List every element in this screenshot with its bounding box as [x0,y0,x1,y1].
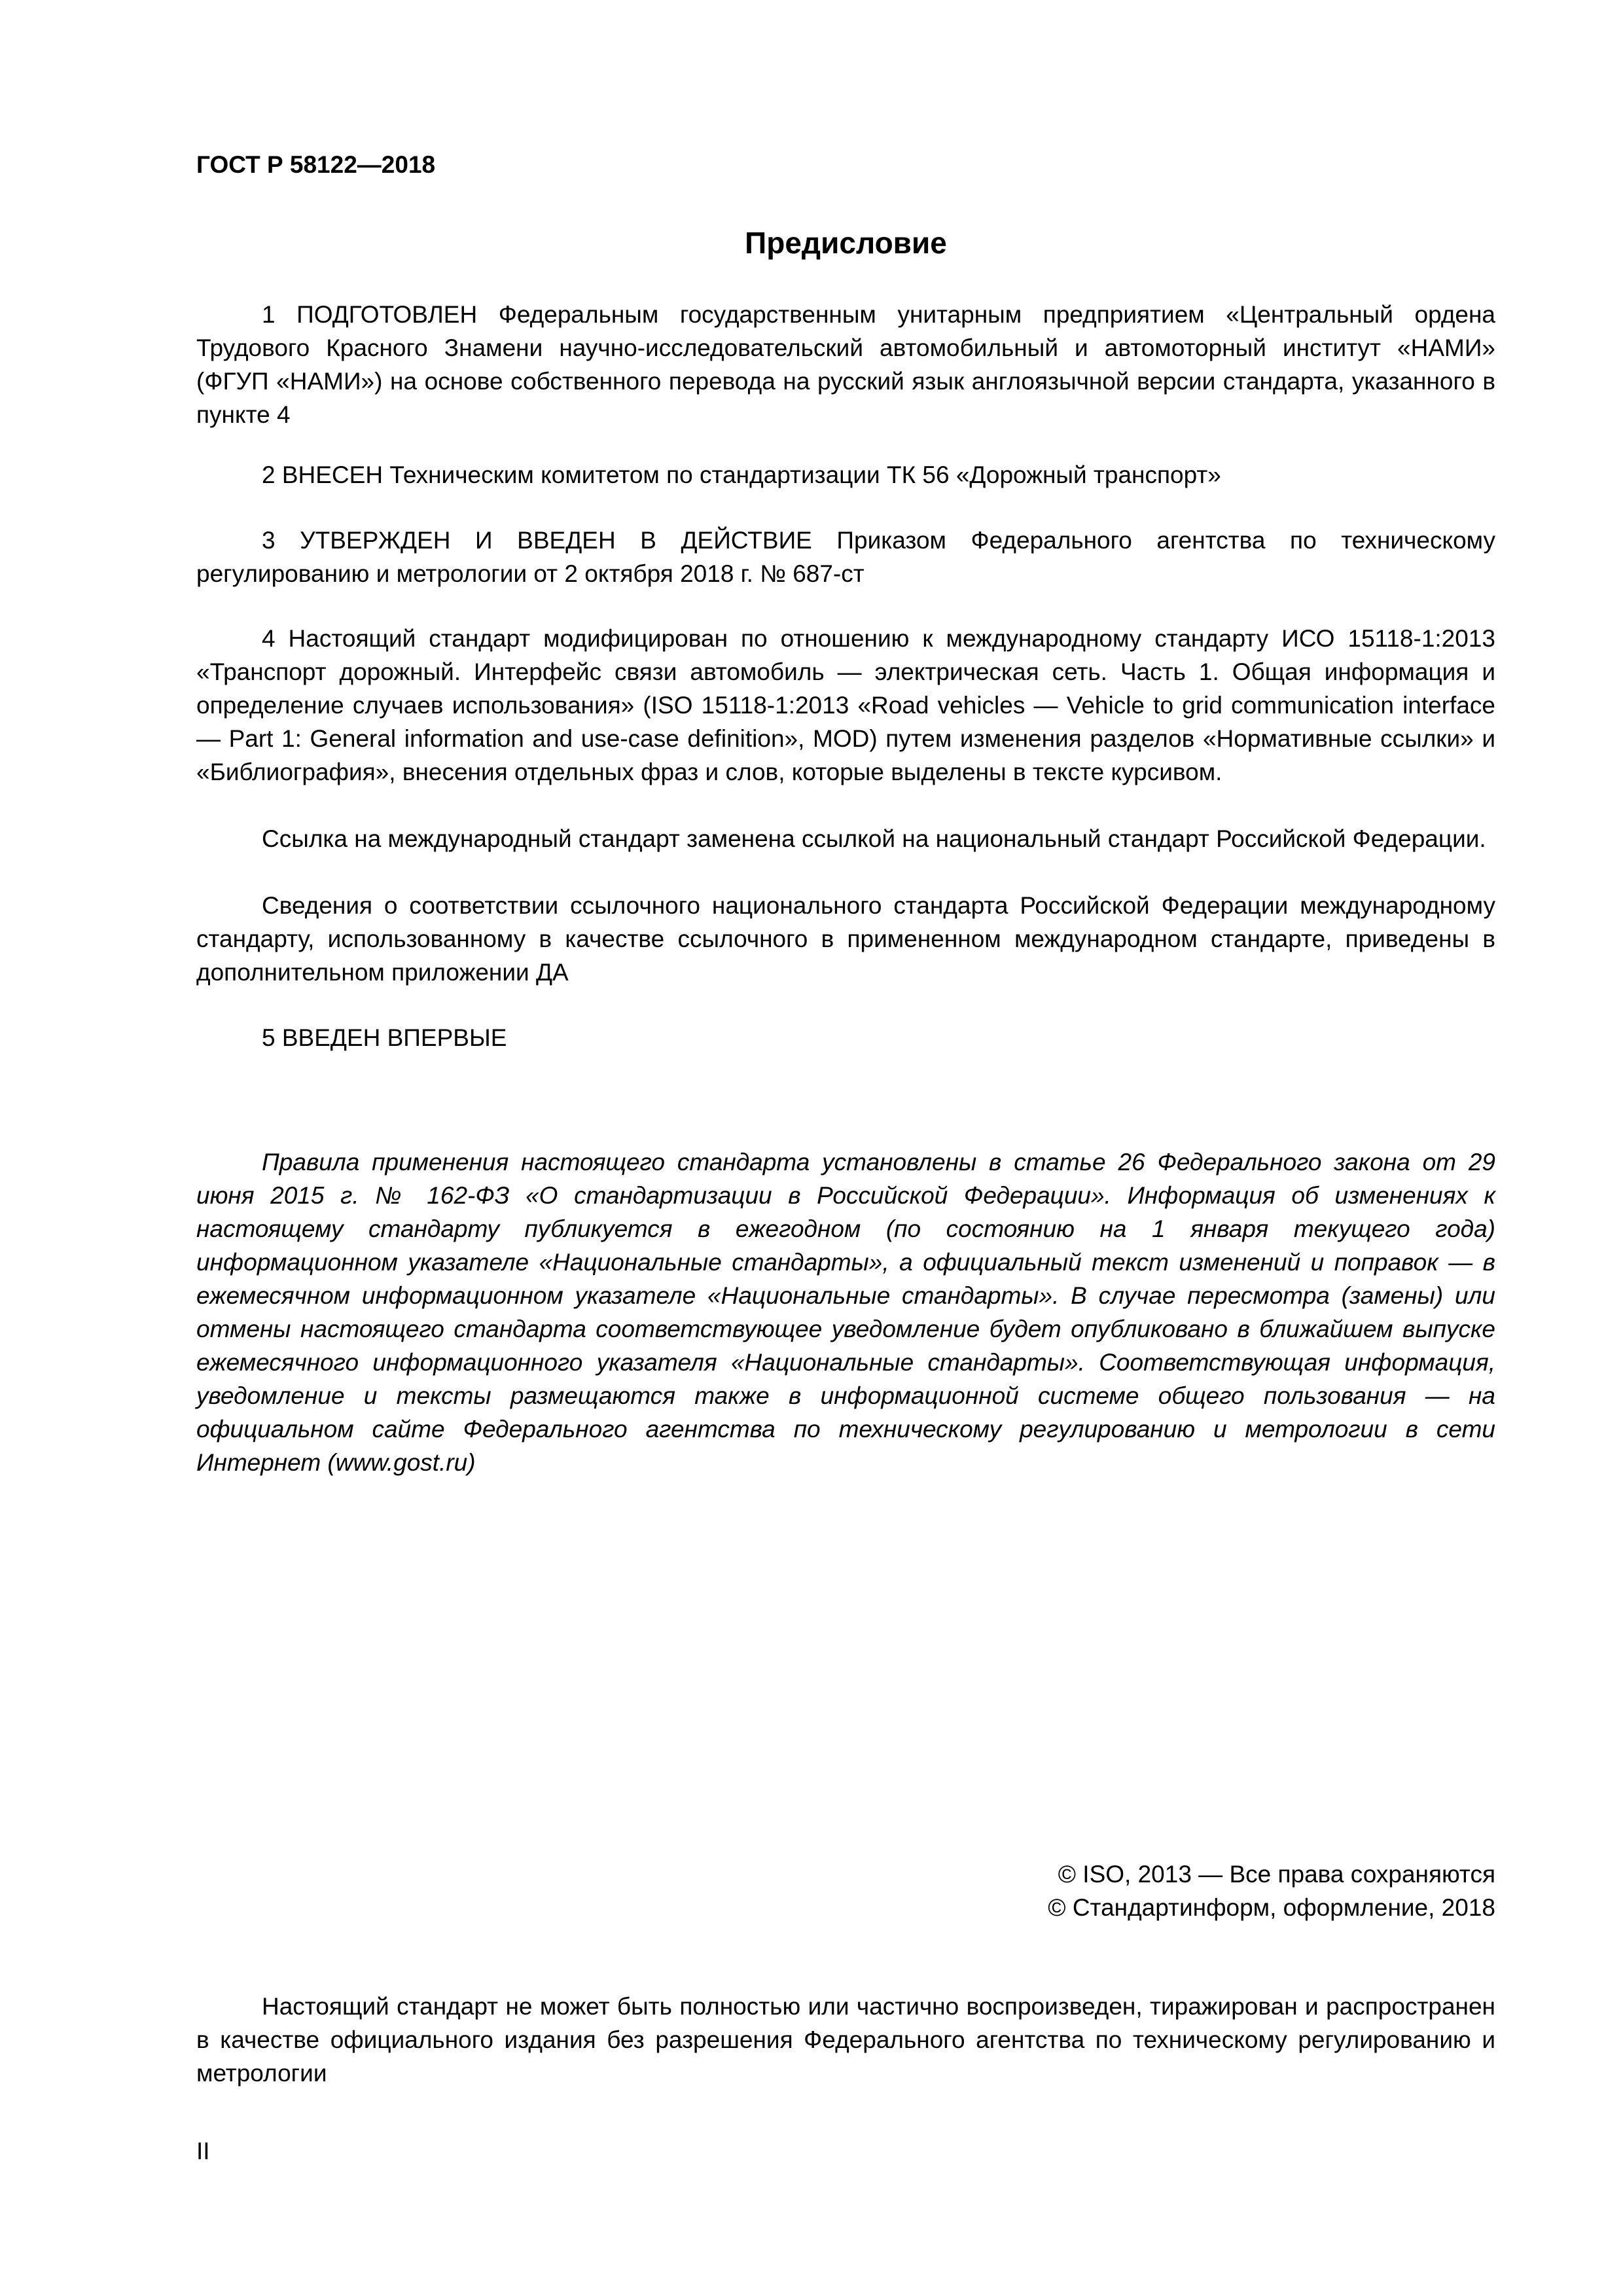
foreword-item-3: 3 УТВЕРЖДЕН И ВВЕДЕН В ДЕЙСТВИЕ Приказом Федерального агентства по техническому регулированию и метрологии от 2 октября 2018 г. № 687-ст [196,527,1495,587]
copyright-iso: © ISO, 2013 — Все права сохраняются [1058,1861,1495,1888]
foreword-item-4-paragraph-2: Ссылка на международный стандарт заменена ссылкой на национальный стандарт Российской Федерации. [262,825,1486,852]
foreword-item-4-paragraph-3: Сведения о соответствии ссылочного национального стандарта Российской Федерации международному стандарту, использованному в качестве ссылочного в примененном международном стандарте, приведены в дополнительном приложении ДА [196,892,1495,986]
reproduction-notice: Настоящий стандарт не может быть полностью или частично воспроизведен, тиражирован и распространен в качестве официального издания без разрешения Федерального агентства по техническому регулированию и метрологии [196,1993,1495,2087]
document-id: ГОСТ Р 58122—2018 [196,151,436,178]
foreword-item-1: 1 ПОДГОТОВЛЕН Федеральным государственным унитарным предприятием «Центральный ордена Трудового Красного Знамени научно-исследовательский автомобильный и автомоторный институт «НАМИ» (ФГУП «НАМИ») на основе собственного перевода на русский язык англоязычной версии стандарта, указанного в пункте 4 [196,301,1495,428]
page-number: II [196,2138,210,2164]
foreword-title: Предисловие [745,226,947,260]
standard-application-rules-notice: Правила применения настоящего стандарта установлены в статье 26 Федерального закона от 29 июня 2015 г. № 162-ФЗ «О стандартизации в Российской Федерации». Информация об изменениях к настоящему стандарту публикуется в ежегодном (по состоянию на 1 января текущего года) информационном указателе «Национальные стандарты», а официальный текст изменений и поправок — в ежемесячном информационном указателе «Национальные стандарты». В случае пересмотра (замены) или отмены настоящего стандарта соответствующее уведомление будет опубликовано в ближайшем выпуске ежемесячного информационного указателя «Национальные стандарты». Соответствующая информация, уведомление и тексты размещаются также в информационной системе общего пользования — на официальном сайте Федерального агентства по техническому регулированию и метрологии в сети Интернет (www.gost.ru) [196,1149,1495,1476]
foreword-item-5: 5 ВВЕДЕН ВПЕРВЫЕ [262,1024,507,1051]
foreword-item-4: 4 Настоящий стандарт модифицирован по отношению к международному стандарту ИСО 15118-1:2013 «Транспорт дорожный. Интерфейс связи автомобиль — электрическая сеть. Часть 1. Общая информация и определение случаев использования» (ISO 15118-1:2013 «Road vehicles — Vehicle to grid communication interface — Part 1: General information and use-case definition», MOD) путем изменения разделов «Нормативные ссылки» и «Библиография», внесения отдельных фраз и слов, которые выделены в тексте курсивом. [196,625,1495,785]
foreword-item-2: 2 ВНЕСЕН Техническим комитетом по стандартизации ТК 56 «Дорожный транспорт» [262,461,1221,488]
copyright-standartinform: © Стандартинформ, оформление, 2018 [1048,1894,1495,1921]
